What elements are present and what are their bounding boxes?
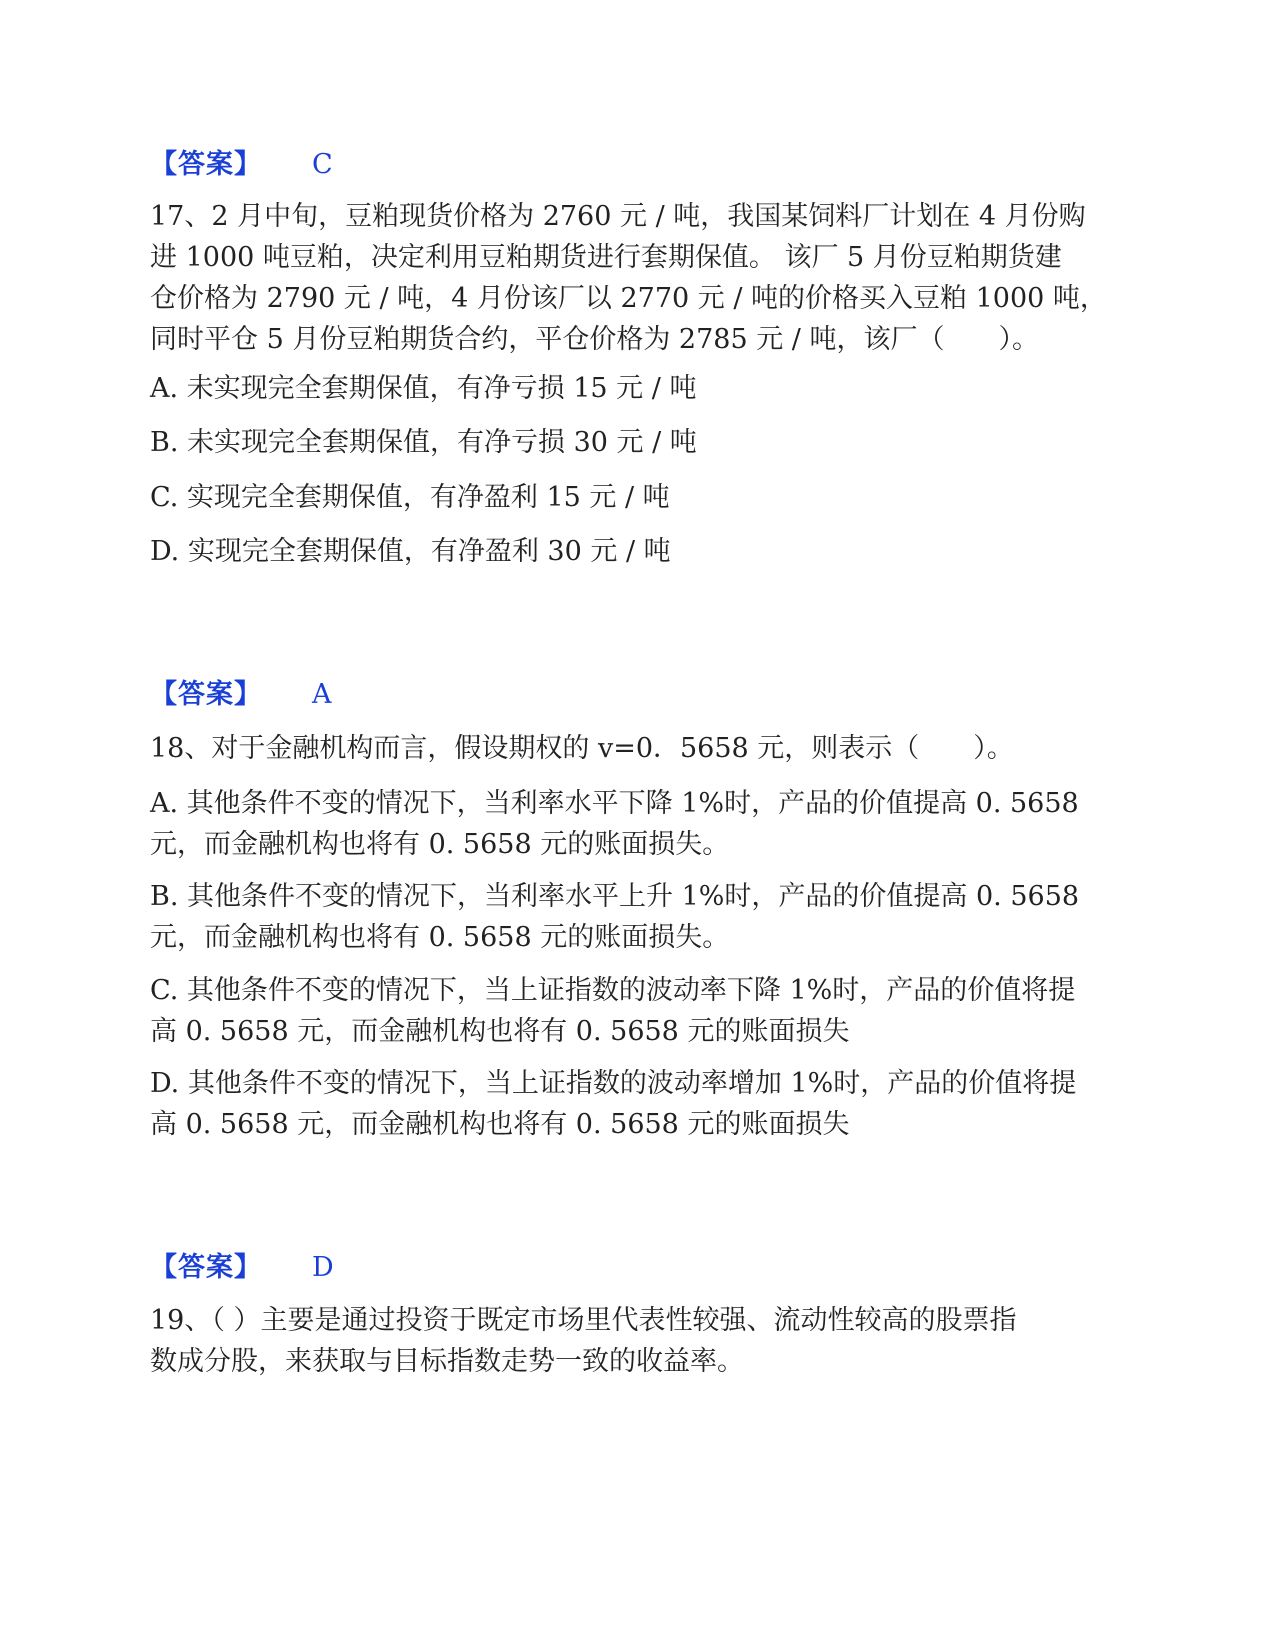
question-17-option-d xyxy=(150,531,1140,572)
stem-line: 仓价格为 2790 元 / 吨，4 月份该厂以 2770 元 / 吨的价格买入豆粕 1000 吨， xyxy=(150,283,1107,314)
question-17-option-c xyxy=(150,477,1140,518)
option-line: 高 0. 5658 元，而金融机构也将有 0. 5658 元的账面损失 xyxy=(150,1016,850,1047)
option-line: B. 其他条件不变的情况下，当利率水平上升 1%时，产品的价值提高 0. 5658 xyxy=(150,881,1080,912)
question-18-stem xyxy=(150,728,1130,769)
stem-line: 进 1000 吨豆粕，决定利用豆粕期货进行套期保值。 该厂 5 月份豆粕期货建 xyxy=(150,242,1062,273)
option-text: C. 实现完全套期保值，有净盈利 15 元 / 吨 xyxy=(150,482,670,513)
option-line: 元，而金融机构也将有 0. 5658 元的账面损失。 xyxy=(150,922,730,953)
question-17-option-b xyxy=(150,422,1140,463)
answer-value: D xyxy=(312,1252,334,1283)
stem-line: 18、对于金融机构而言，假设期权的 v=0．5658 元，则表示（ ）。 xyxy=(150,733,1014,764)
question-19-stem xyxy=(150,1300,1130,1382)
option-line: C. 其他条件不变的情况下，当上证指数的波动率下降 1%时，产品的价值将提 xyxy=(150,975,1076,1006)
stem-line: 17、2 月中旬，豆粕现货价格为 2760 元 / 吨，我国某饲料厂计划在 4 月份购 xyxy=(150,201,1086,232)
stem-line: 19、（ ）主要是通过投资于既定市场里代表性较强、流动性较高的股票指 xyxy=(150,1305,1017,1336)
answer-tag: 【答案】 xyxy=(150,679,262,710)
answer-tag: 【答案】 xyxy=(150,149,262,180)
answer-tag: 【答案】 xyxy=(150,1252,262,1283)
question-17-option-a xyxy=(150,368,1140,409)
question-18-option-d xyxy=(150,1063,1140,1145)
stem-line: 同时平仓 5 月份豆粕期货合约，平仓价格为 2785 元 / 吨，该厂（ ）。 xyxy=(150,324,1039,355)
answer-q16 xyxy=(150,148,333,182)
question-17-stem xyxy=(150,196,1130,360)
question-18-option-c xyxy=(150,970,1140,1052)
option-line: 高 0. 5658 元，而金融机构也将有 0. 5658 元的账面损失 xyxy=(150,1109,850,1140)
answer-value: C xyxy=(312,149,333,180)
option-line: A. 其他条件不变的情况下，当利率水平下降 1%时，产品的价值提高 0. 5658 xyxy=(150,788,1079,819)
option-text: A. 未实现完全套期保值，有净亏损 15 元 / 吨 xyxy=(150,373,697,404)
answer-q18 xyxy=(150,1251,334,1285)
question-18-option-b xyxy=(150,876,1140,958)
question-18-option-a xyxy=(150,783,1140,865)
option-text: B. 未实现完全套期保值，有净亏损 30 元 / 吨 xyxy=(150,427,697,458)
option-line: 元，而金融机构也将有 0. 5658 元的账面损失。 xyxy=(150,829,730,860)
option-text: D. 实现完全套期保值，有净盈利 30 元 / 吨 xyxy=(150,536,671,567)
answer-q17 xyxy=(150,678,332,712)
answer-value: A xyxy=(312,679,332,710)
stem-line: 数成分股，来获取与目标指数走势一致的收益率。 xyxy=(150,1346,744,1377)
option-line: D. 其他条件不变的情况下，当上证指数的波动率增加 1%时，产品的价值将提 xyxy=(150,1068,1077,1099)
